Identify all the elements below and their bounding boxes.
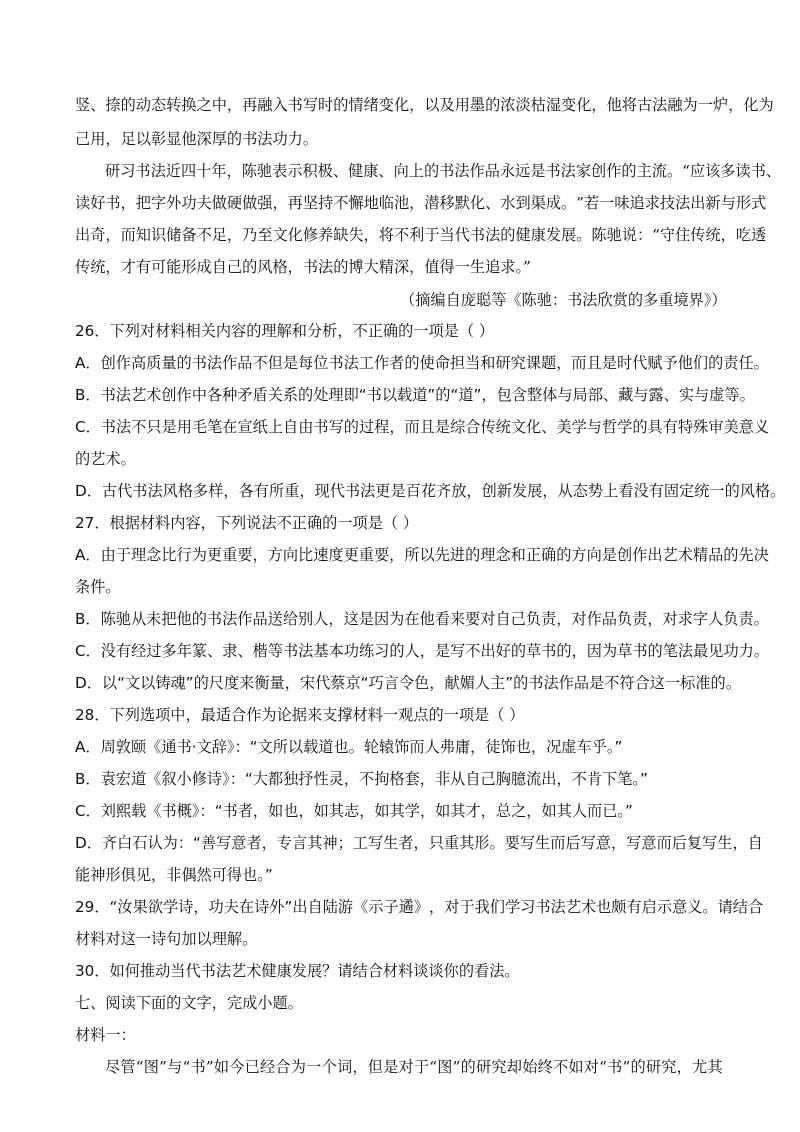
question-28-option-b: B．袁宏道《叙小修诗》：“大都独抒性灵，不拘格套，非从自己胸臆流出，不肯下笔。” [75,770,648,788]
question-26-option-d: D ． 古 代 书 法 风 格 多 样 ， 各 有 所 重 ， 现 代 书 法 更 是 百 花 齐 放 ， 创 新 发 展 ， 从 态 势 上 看 没 有 固 定 统 一 的 风 格 。 [75,482,786,500]
question-27-option-b: B ． 陈 驰 从 未 把 他 的 书 法 作 品 送 给 别 人 ， 这 是 因 为 在 他 看 来 要 对 自 己 负 责 ， 对 作 品 负 责 ， 对 求 字 人 负 责 。 [75,610,769,628]
question-27-stem: 27．根据材料内容，下列说法不正确的一项是（ ） [75,514,419,532]
question-26-option-c-cont: 的艺术。 [75,450,136,468]
passage-line: 出 奇 ， 而 知 识 储 备 不 足 ， 乃 至 文 化 修 养 缺 失 ， 将 不 利 于 当 代 书 法 的 健 康 发 展 。 陈 驰 说 ： “ 守 住 传 统 ， 吃 透 [75,226,767,244]
question-27-option-d: D ． 以 “ 文 以 铸 魂 ” 的 尺 度 来 衡 量 ， 宋 代 蔡 京 “ 巧 言 令 色 ， 献 媚 人 主 ” 的 书 法 作 品 是 不 符 合 这 一 标 准 的 。 [75,674,741,692]
source-citation: （摘编自庞聪等《陈驰：书法欣赏的多重境界》） [400,291,727,309]
question-29: 2 9 ． “ 汝 果 欲 学 诗 ， 功 夫 在 诗 外 ” 出 自 陆 游 《 示 子 遹 》 ， 对 于 我 们 学 习 书 法 艺 术 也 颇 有 启 示 意 义 。 请 结 合 [75,898,764,916]
question-26-option-a: A ． 创 作 高 质 量 的 书 法 作 品 不 但 是 每 位 书 法 工 作 者 的 使 命 担 当 和 研 究 课 题 ， 而 且 是 时 代 赋 予 他 们 的 责 任 。 [75,354,769,372]
question-27-option-c: C ． 没 有 经 过 多 年 篆 、 隶 、 楷 等 书 法 基 本 功 练 习 的 人 ， 是 写 不 出 好 的 草 书 的 ， 因 为 草 书 的 笔 法 最 见 功 力 。 [75,642,770,660]
question-28-option-d-cont: 能神形俱见，非偶然可得也。” [75,866,273,884]
question-30: 30．如何推动当代书法艺术健康发展？请结合材料谈谈你的看法。 [75,962,520,980]
passage-line: 传统，才有可能形成自己的风格，书法的博大精深，值得一生追求。” [75,258,531,276]
passage-line: 研 习 书 法 近 四 十 年 ， 陈 驰 表 示 积 极 、 健 康 、 向 上 的 书 法 作 品 永 远 是 书 法 家 创 作 的 主 流 。 “ 应 该 多 读 书 、 [105,162,782,180]
material-label: 材料一： [75,1026,136,1044]
question-26-option-c: C ． 书 法 不 只 是 用 毛 笔 在 宣 纸 上 自 由 书 写 的 过 程 ， 而 且 是 综 合 传 统 文 化 、 美 学 与 哲 学 的 具 有 特 殊 审 美 意 义 [75,418,770,436]
passage-line: 己用，足以彰显他深厚的书法功力。 [75,130,318,148]
question-27-option-a-cont: 条件。 [75,578,121,596]
question-26-option-b: B ． 书 法 艺 术 创 作 中 各 种 矛 盾 关 系 的 处 理 即 “ 书 以 载 道 ” 的 “ 道 ” ， 包 含 整 体 与 局 部 、 藏 与 露 、 实 与 虚 等 。 [75,386,755,404]
passage-line: 竖 、 捺 的 动 态 转 换 之 中 ， 再 融 入 书 写 时 的 情 绪 变 化 ， 以 及 用 墨 的 浓 淡 枯 湿 变 化 ， 他 将 古 法 融 为 一 炉 ， 化 为 [75,96,774,114]
question-28-option-c: C．刘熙载《书概》：“书者，如也，如其志，如其学，如其才，总之，如其人而已。” [75,802,633,820]
question-28-option-d: D ． 齐 白 石 认 为 ： “ 善 写 意 者 ， 专 言 其 神 ； 工 写 生 者 ， 只 重 其 形 。 要 写 生 而 后 写 意 ， 写 意 而 后 复 写 生 ， 自 [75,834,763,852]
material-first-line: 尽 管 “ 图 ” 与 “ 书 ” 如 今 已 经 合 为 一 个 词 ， 但 是 对 于 “ 图 ” 的 研 究 却 始 终 不 如 对 “ 书 ” 的 研 究 ， 尤 其 [105,1058,723,1076]
question-28-option-a: A．周敦颐《通书·文辞》：“文所以载道也。轮辕饰而人弗庸，徒饰也，况虚车乎。” [75,738,623,756]
question-26-stem: 26．下列对材料相关内容的理解和分析，不正确的一项是（ ） [75,322,495,340]
question-29-cont: 材料对这一诗句加以理解。 [75,930,258,948]
question-27-option-a: A ． 由 于 理 念 比 行 为 更 重 要 ， 方 向 比 速 度 更 重 要 ， 所 以 先 进 的 理 念 和 正 确 的 方 向 是 创 作 出 艺 术 精 品 的 先 决 [75,546,769,564]
question-28-stem: 28．下列选项中，最适合作为论据来支撑材料一观点的一项是（ ） [75,706,525,724]
passage-line: 读 好 书 ， 把 字 外 功 夫 做 硬 做 强 ， 再 坚 持 不 懈 地 临 池 ， 潜 移 默 化 、 水 到 渠 成 。 ” 若 一 味 追 求 技 法 出 新 与 形 式 [75,194,767,212]
section-7-heading: 七、阅读下面的文字，完成小题。 [75,994,303,1012]
